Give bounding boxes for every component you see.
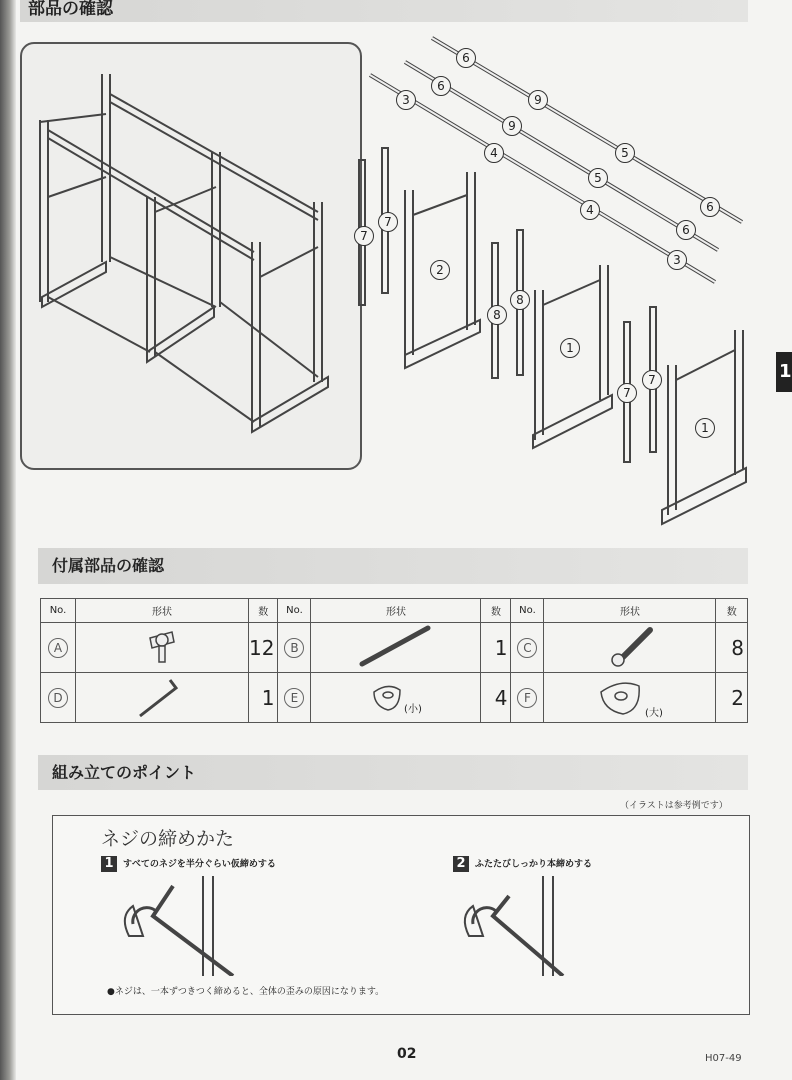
part-number-label: 7: [354, 226, 374, 246]
assembled-rack-illustration: [20, 42, 362, 470]
screw-tightening-box: [52, 815, 750, 1015]
cap-large-icon: [544, 673, 716, 723]
col-no: No.: [41, 599, 76, 623]
col-qty: 数: [249, 599, 278, 623]
qty: 1: [481, 623, 511, 673]
section-points-heading: 組み立てのポイント: [38, 755, 748, 790]
model-code: H07-49: [705, 1053, 742, 1064]
col-qty: 数: [481, 599, 511, 623]
part-number-label: 7: [642, 370, 662, 390]
part-number-label: 9: [528, 90, 548, 110]
part-number-label: 4: [580, 200, 600, 220]
cap-small-icon: [311, 673, 481, 723]
col-shape: 形状: [544, 599, 716, 623]
part-number-label: 6: [700, 197, 720, 217]
chapter-tab: 1: [776, 352, 792, 392]
illustration-note: （イラストは参考例です）: [620, 801, 728, 811]
col-shape: 形状: [76, 599, 249, 623]
tightening-title: ネジの締めかた: [101, 828, 235, 850]
part-number-label: 8: [487, 305, 507, 325]
part-id: D: [48, 688, 68, 708]
col-shape: 形状: [311, 599, 481, 623]
table-row: [41, 673, 748, 723]
col-no: No.: [278, 599, 311, 623]
part-number-label: 8: [510, 290, 530, 310]
qty: 8: [716, 623, 748, 673]
qty: 2: [716, 673, 748, 723]
part-number-label: 6: [676, 220, 696, 240]
part-id: E: [284, 688, 304, 708]
table-row: [41, 623, 748, 673]
rod-icon: [311, 623, 481, 673]
part-number-label: 2: [430, 260, 450, 280]
bolt-icon: [544, 623, 716, 673]
step-number: 2: [453, 856, 469, 872]
loose-tighten-illustration: [113, 876, 253, 976]
part-number-label: 3: [396, 90, 416, 110]
part-number-label: 1: [695, 418, 715, 438]
qty: 4: [481, 673, 511, 723]
part-number-label: 5: [615, 143, 635, 163]
part-id: A: [48, 638, 68, 658]
step-text: すべてのネジを半分ぐらい仮締めする: [123, 859, 276, 870]
part-number-label: 1: [560, 338, 580, 358]
wing-bolt-icon: [76, 623, 249, 673]
photo-edge: [0, 0, 16, 1080]
rack-drawing: [40, 74, 328, 432]
part-number-label: 6: [456, 48, 476, 68]
hex-key-icon: [76, 673, 249, 723]
step-2: [453, 856, 592, 872]
part-id: F: [517, 688, 537, 708]
qty: 12: [249, 623, 278, 673]
part-number-label: 7: [617, 383, 637, 403]
part-number-label: 6: [431, 76, 451, 96]
col-no: No.: [511, 599, 544, 623]
part-number-label: 9: [502, 116, 522, 136]
part-id: B: [284, 638, 304, 658]
size-label: (小): [404, 704, 422, 715]
part-id: C: [517, 638, 537, 658]
final-tighten-illustration: [453, 876, 593, 976]
part-number-label: 4: [484, 143, 504, 163]
step-1: [101, 856, 276, 872]
section-parts-heading: 部品の確認: [20, 0, 748, 22]
part-number-label: 7: [378, 212, 398, 232]
warning-text: ●ネジは、一本ずつきつく締めると、全体の歪みの原因になります。: [107, 987, 385, 997]
part-number-label: 3: [667, 250, 687, 270]
col-qty: 数: [716, 599, 748, 623]
accessories-table: [40, 598, 748, 723]
step-number: 1: [101, 856, 117, 872]
step-text: ふたたびしっかり本締めする: [475, 859, 593, 870]
page-number: 02: [397, 1046, 417, 1062]
size-label: (大): [645, 708, 663, 719]
section-accessories-heading: 付属部品の確認: [38, 548, 748, 584]
qty: 1: [249, 673, 278, 723]
part-number-label: 5: [588, 168, 608, 188]
